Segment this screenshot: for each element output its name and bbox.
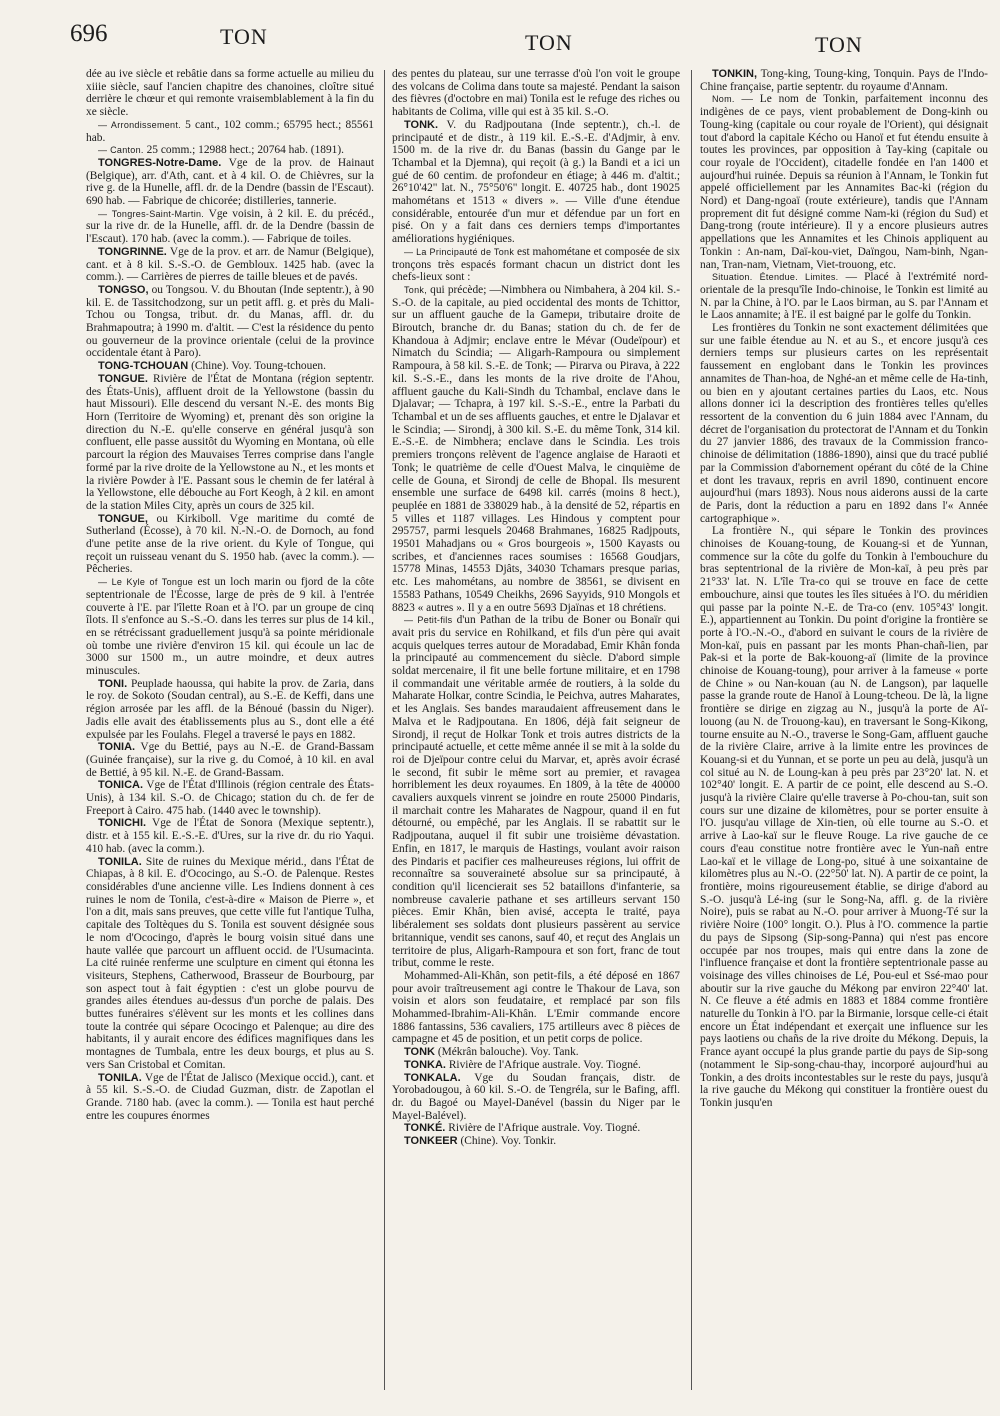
entry-term: TONGUE, — [98, 512, 148, 525]
entry-term: Situation. Étendue. Limites. — [712, 272, 839, 283]
dictionary-entry — [86, 513, 374, 577]
dictionary-entry — [86, 373, 374, 513]
entry-term: TONILA. — [98, 1071, 142, 1084]
dictionary-entry — [86, 1072, 374, 1123]
entry-paragraph — [392, 246, 680, 284]
entry-body: (Chine). Voy. Toung-tchouen. — [191, 360, 326, 373]
dictionary-entry — [86, 779, 374, 817]
entry-paragraph — [700, 93, 988, 271]
entry-body: Rivière de l'État de Montana (région septentr. des États-Unis), affluent droit de la Yellowstone (bassin du haut Missouri). Elle descend du versant N.-E. des monts Big Horn (Territoire de Wyoming) et, prenant dès son origine la direction du N.-E. qu'elle conserve en général jusqu'à son confluent, elle passe aussitôt du Wyoming en Montana, où elle parcourt la région des Mauvaises Terres comprise dans l'angle formé par la rive droite de la Yellowstone au N., et les monts et la rivière Powder à l'E. Passant sous le chemin de fer latéral à la Yellowstone, elle débouche au Fort Keogh, à 2 kil. en amont de la station Miles City, après un cours de 325 kil. — [86, 372, 374, 512]
entry-body: Vge voisin, à 2 kil. E. du précéd., sur la rive dr. de la Hunelle, affl. dr. de la Dendre (bassin de l'Escaut). 170 hab. (avec la comm.). — Fabrique de toiles. — [86, 207, 374, 246]
entry-term: TONGRES-Notre-Dame. — [98, 156, 222, 169]
dictionary-entry — [86, 817, 374, 855]
dictionary-entry — [392, 1046, 680, 1059]
entry-body: (Mékrân balouche). Voy. Tank. — [437, 1046, 579, 1059]
entry-term: TONK — [404, 1046, 435, 1059]
running-head-right: TON — [815, 32, 863, 57]
entry-body: Rivière de l'Afrique australe. Voy. Tiogné. — [448, 1058, 641, 1071]
entry-body: 25 comm.; 12988 hect.; 20764 hab. (1891). — [146, 144, 344, 157]
dictionary-entry — [86, 856, 374, 1072]
entry-term: TONKEER — [404, 1135, 458, 1148]
entry-term: TONKA. — [404, 1058, 446, 1071]
entry-term: Nom. — [712, 94, 735, 105]
entry-term: TONKIN, — [712, 68, 758, 80]
entry-body: Vge de l'État d'Illinois (région centrale des États-Unis), à 134 kil. S.-O. de Chicago; station du ch. de fer de Freeport à Cairo. 475 hab. (1440 avec le township). — [86, 779, 374, 817]
entry-body: dée au ive siècle et rebâtie dans sa forme actuelle au milieu du xiiie siècle, sauf l'ancien chapitre des chanoines, cloître situé derrière le chœur et qui remonte vraisemblablement à la fin du xe siècle. — [86, 68, 374, 119]
entry-term: — Tongres-Saint-Martin. — [98, 208, 205, 219]
entry-body: V. du Radjpoutana (Inde septentr.), ch.-l. de principauté et de distr., à 119 kil. E.-S.-E. d'Adjmir, à env. 1500 m. de la rive dr. du Banas (bassin du Gange par le Tchambal et la Djemna), qui reçoit (à g.) la Bandi et a ici un gué de 60 centim. de profondeur en étiage; à 446 m. d'altit.; 26°10'42" lat. N., 75°50'6" longit. E. 40725 hab., dont 19025 mahométans et 1513 « divers ». — Ville d'une étendue considérable, entourée d'un mur et défendue par un fort en pisé. On y a fait dans ces derniers temps d'importantes améliorations hygiéniques. — [392, 118, 680, 246]
entry-body: — Placé à l'extrémité nord-orientale de la presqu'île Indo-chinoise, le Tonkin est limité au N. par la Chine, à l'O. par le Laos birman, au S. par l'Annam et le Laos annamite; à l'E. il est baigné par le golfe du Tonkin. — [700, 271, 988, 322]
dictionary-entry — [700, 68, 988, 93]
column-2 — [392, 68, 680, 1398]
entry-paragraph — [392, 970, 680, 1046]
entry-body: Vge de l'État de Jalisco (Mexique occid.), cant. et à 55 kil. S.-S.-O. de Ciudad Guzman, distr. de Zapotlan el Grande. 7180 hab. (avec la comm.). — Tonila est haut perché entre les coupures énormes — [86, 1071, 374, 1122]
text-columns — [86, 68, 988, 1398]
entry-body: Tong-king, Toung-king, Tonquin. Pays de l'Indo-Chine française, partie septentr. du royaume d'Annam. — [700, 68, 988, 93]
entry-body: est un loch marin ou fjord de la côte septentrionale de l'Écosse, large de près de 9 kil. à l'entrée couverte à l'E. par l'îlette Roan et à l'O. par un groupe de cinq îlots. Il s'enfonce au S.-S.-O. dans les terres sur plus de 14 kil., en se rétrécissant graduellement jusqu'à sa pointe méridionale où tombe une rivière d'environ 15 kil. qui écoule un lac de 3000 sur 1500 m., un autre moindre, et deux autres minuscules. — [86, 576, 374, 678]
entry-body: ou Kirkiboll. Vge maritime du comté de Sutherland (Écosse), à 70 kil. N.-N.-O. de Dornoch, au fond d'une petite anse de la rive orient. du Kyle of Tongue, qui reçoit un ruisseau venant du S. 1950 hab. (avec la comm.). — Pêcheries. — [86, 512, 374, 576]
entry-term: — Arrondissement. — [98, 119, 181, 130]
dictionary-entry — [86, 678, 374, 742]
entry-paragraph — [86, 119, 374, 144]
entry-paragraph — [86, 68, 374, 119]
entry-body: Rivière de l'Afrique australe. Voy. Tiogné. — [448, 1122, 641, 1135]
entry-body: Vge de l'État de Sonora (Mexique septentr.), distr. et à 155 kil. E.-S.-E. d'Ures, sur la rive dr. du rio Yaqui. 410 hab. (avec la comm.). — [86, 817, 374, 855]
entry-body: — Le nom de Tonkin, parfaitement inconnu des indigènes de ce pays, vient probablement de Dong-kinh ou Toung-king (capitale ou cour royale de l'Orient), qui désignait tout d'abord la capitale Kécho ou Hanoï et fut étendu ensuite à toutes les provinces, par opposition à Tay-king (capitale ou cour royale de l'Occident), citadelle fondée en l'an 1400 et aujourd'hui ruinée. Depuis sa réunion à l'Annam, le Tonkin fut appelé officiellement par les Annamites Bac-ki (région du Nord) et Dang-ngoaï (route extérieure), tandis que l'Annam proprement dit fut désigné comme Nam-ki (région du Sud) et Dang-trong (route intérieure). Il y a encore plusieurs autres appellations que les Annamites et les Chinois appliquent au Tonkin : An-nam, Daï-kou-viet, Daïngou, Nam-binh, Ngan-nan, Tran-nam, Vietnam, Viet-trouong, etc. — [700, 93, 988, 271]
entry-term: TONK. — [404, 118, 439, 131]
entry-paragraph — [392, 614, 680, 970]
dictionary-entry — [392, 1072, 680, 1123]
entry-term: TONKALA. — [404, 1071, 461, 1084]
entry-body: Vge du Soudan français, distr. de Yorobadougou, à 60 kil. S.-O. de Tengréla, sur le Bafing, affl. dr. du Bagoé ou Mayel-Danével (bassin du Niger par le Mayel-Balével). — [392, 1071, 680, 1122]
entry-term: TONKÉ. — [404, 1122, 446, 1135]
column-3 — [700, 68, 988, 1398]
entry-term: Tonk, — [404, 284, 428, 295]
entry-paragraph — [700, 271, 988, 322]
entry-body: qui précède; —Nimbhera ou Nimbahera, à 204 kil. S.-S.-O. de la capitale, au pied occidental des monts de Tchittor, sur un affluent gauche de la Gamери, tributaire droite de Biroutch, branche dr. du Banas; station du ch. de fer de Khandoua à Adjmir; enclave entre le Mévar (Oudeïpour) et Nimatch du Scindia; — Aligarh-Rampoura ou simplement Rampoura, à 58 kil. S.-E. de Tonk; — Pirarva ou Pirava, à 222 kil. S.-S.-E., dans les monts de la rive droite de l'Ahou, affluent gauche du Kali-Sindh du Tchambal, enclave dans le Djalavar; — Tchapra, à 197 kil. S.-S.-E., entre la Parbati du Tchambal et un de ses affluents gauches, et entre le Djalavar et le Scindia; — Sirondj, à 300 kil. S.-E. du même Tonk, 314 kil. E.-S.-E. de Nimbhera; enclave dans le Scindia. Les trois premiers tronçons relèvent de l'agence anglaise de Haraoti et Tonk; le quatrième de celle d'Ouest Malva, le cinquième de celle de Gouna, et Sirondj de celle de Bhopal. Ils mesurent ensemble une surface de 6498 kil. carrés (moins 8 hect.), peuplée en 1881 de 338029 hab., à la densité de 52, répartis en 5 villes et 1187 villages. Les Hindous y comptent pour 295757, parmi lesquels 20468 Brahmanes, 16825 Radjpouts, 19501 Mahadjans ou « Gros bourgeois », 1500 Kayasts ou scribes, et d'anciennes races soumises : 16568 Goudjars, 15778 Minas, 14553 Djâts, 34030 Tchamars presque parias, etc. Les mahométans, au nombre de 38561, se divisent en 15583 Pathans, 10549 Cheikhs, 2696 Sayyids, 910 Mongols et 8823 « autres ». Il y a en outre 5693 Djaïnas et 18 chrétiens. — [392, 283, 680, 614]
dictionary-entry — [86, 284, 374, 360]
dictionary-entry — [86, 157, 374, 208]
entry-body: La frontière N., qui sépare le Tonkin des provinces chinoises de Kouang-toung, de Kouang-si et de Yunnan, commence sur la côte du golfe du Tonkin à l'embouchure du bras septentrional de la rivière de Mon-kaï, à peu près par 21°33' lat. N. L'île Tra-co qui se trouve en face de cette embouchure, ainsi que toutes les îles situées à l'O. du méridien qui passe par la pointe N.-E. de Tra-co (env. 105°43' longit. E.), appartiennent au Tonkin. Du point d'origine la frontière se porte à l'O.-N.-O., d'abord en suivant le cours de la rivière de Mon-kaï, puis en passant par les monts Phan-chañ-lien, par Pak-si et la porte de Bak-kouong-aï (limite de la province chinoise de Kouang-toung), pour arriver à la fameuse « porte de Chine » ou Nan-kouan (au N. de Langson), par laquelle passe la grande route de Hanoï à Loung-tcheou. De là, la ligne frontière se dirige en zigzag au N., jusqu'à la porte de Aï-louong (au N. de Trouong-kau), en traversant le Song-Kikong, tourne ensuite au N.-O., traverse le Song-Gam, affluent gauche de la rivière Claire, arrive à la limite entre les provinces de Kouang-si et du Yunnan, et se porte un peu au delà, jusqu'à un col situé au N. de Loung-kan à peu près par 23°20' lat. N. et 102°40' longit. E. A partir de ce point, elle descend au S.-O. jusqu'à la rivière Claire qu'elle traverse à Po-chou-tan, suit son cours sur une dizaine de kilomètres, pour se porter ensuite à l'O. jusqu'au village de Xin-tien, où elle tourne au S.-O. et arrive à Lao-kaï sur le fleuve Rouge. La rive gauche de ce cours d'eau constitue notre frontière avec le Yun-nañ entre Lao-kaï et le village de Long-po, situé à une soixantaine de kilomètres plus au N.-O. (22°50' lat. N). A partir de ce point, la frontière, moins rigoureusement établie, se dirige d'abord au S.-O. jusqu'à Lé-ing (sur le Song-Na, affl. g. de la rivière Noire), puis se rabat au N.-O. pour arriver à Muong-Té sur la rivière Noire (100° longit. O.). Plus à l'O. commence la partie du pays de Sipsong (Sip-song-Panna) qui n'est pas encore occupée par nos troupes, mais qui entre dans la zone de l'influence française et dont la frontière septentrionale passe au voisinage des villes chinoises de Lé, Pou-eul et Ssé-mao pour aboutir sur la rive gauche du Mékong par environ 22°40' lat. N. Ce fleuve a été admis en 1883 et 1884 comme frontière naturelle du Tonkin à l'O. par la Birmanie, lorsque celle-ci était encore un État indépendant et exerçait une influence sur les pays laotiens ou chañs de la rive droite du Mékong. Depuis, la France ayant occupé la plus grande partie du pays de Sip-song (notamment le Sip-song-chau-thay, incorporé aujourd'hui au Tonkin, a des droits incontestables sur le reste du pays, jusqu'à la rive gauche du Mékong qui constituer la frontière ouest du Tonkin jusqu'en — [700, 525, 988, 1109]
entry-term: — Canton. — [98, 145, 144, 156]
column-1 — [86, 68, 374, 1398]
entry-paragraph — [86, 144, 374, 157]
entry-term: TONG-TCHOUAN — [98, 360, 189, 373]
running-head-left: TON — [220, 24, 268, 49]
entry-body: Vge de la prov. de Hainaut (Belgique), arr. d'Ath, cant. et à 4 kil. O. de Chièvres, sur la rive g. de la Hunelle, affl. dr. de la Dendre (bassin de l'Escaut). 690 hab. — Fabrique de chicorée; distilleries, tannerie. — [86, 156, 374, 208]
entry-paragraph — [86, 576, 374, 678]
entry-body: Vge du Bettié, pays au N.-E. de Grand-Bassam (Guinée française), sur la rive g. du Comoé, à 10 kil. en aval de Bettié, à 95 kil. N.-E. de Grand-Bassam. — [86, 741, 374, 779]
entry-paragraph — [700, 322, 988, 525]
entry-body: Mohammed-Ali-Khân, son petit-fils, a été déposé en 1867 pour avoir traîtreusement agi contre le Thakour de Lava, son voisin et alors son feudataire, et remplacé par son fils Mohammed-Ibrahim-Ali-Khân. L'Emir commande encore 1886 fantassins, 536 cavaliers, 175 artilleurs avec 8 pièces de campagne et 45 de position, et un petit corps de police. — [392, 969, 680, 1046]
entry-term: TONI. — [98, 677, 128, 690]
entry-term: TONIA. — [98, 741, 136, 754]
entry-term: TONILA. — [98, 855, 142, 868]
entry-body: est mahométane et composée de six tronçons très espacés formant chacun un district dont les chefs-lieux sont : — [392, 245, 680, 284]
entry-body: Vge de la prov. et arr. de Namur (Belgique), cant. et à 8 kil. S.-S.-O. de Gembloux. 1425 hab. (avec la comm.). — Carrières de pierres de taille bleues et de pavés. — [86, 245, 374, 284]
entry-body: des pentes du plateau, sur une terrasse d'où l'on voit le groupe des volcans de Colima dans toute sa majesté. Pendant la saison des fièvres (d'octobre en mai) Tonila est le refuge des riches ou habitants de Colima, ville qui est à 35 kil. S.-O. — [392, 68, 680, 119]
dictionary-entry — [392, 1135, 680, 1148]
entry-term: TONICA. — [98, 779, 144, 792]
entry-body: Peuplade haoussa, qui habite la prov. de Zaria, dans le roy. de Sokoto (Soudan central), au S.-E. de Keffi, dans une région arrosée par les affl. de la Bénoué (bassin du Niger). Jadis elle avait des établissements plus au S., dont elle a été expulsée par les Foulahs. Flegel a traversé le pays en 1882. — [86, 677, 374, 741]
entry-paragraph — [392, 68, 680, 119]
entry-body: Les frontières du Tonkin ne sont exactement délimitées que sur une faible étendue au N. et au S., et encore jusqu'à ces derniers temps sur plusieurs cartes on les représentait faussement en englobant dans le Tonkin les provinces annamites de Than-hoa, de Nghé-an et même celle de Ha-tinh, ou bien en y ajoutant certaines parties du Laos, etc. Nous allons donner ici la description des frontières telles qu'elles ressortent de la convention du 6 juin 1884 avec l'Annam, du décret de l'organisation du protectorat de l'Annam et du Tonkin du 27 janvier 1886, des travaux de la Commission franco-chinoise de délimitation (1886-1890), ainsi que du tracé publié par la Commission d'abornement opérant du côté de la Chine et dont les travaux, repris en avril 1890, continuent encore aujourd'hui (mars 1893). Nous nous aiderons aussi de la carte de Paris, dont la réduction a paru en 1892 dans l'« Année cartographique ». — [700, 322, 988, 525]
entry-term: — Petit-fils — [404, 615, 453, 626]
entry-term: TONGUE. — [98, 372, 148, 385]
entry-paragraph — [700, 525, 988, 1109]
dictionary-entry — [86, 246, 374, 284]
entry-term: — Le Kyle of Tongue — [98, 577, 194, 588]
entry-term: TONGRINNE. — [98, 245, 167, 258]
dictionary-entry — [392, 119, 680, 246]
page-header — [70, 14, 950, 57]
dictionary-entry — [392, 1122, 680, 1135]
entry-body: 5 cant., 102 comm.; 65795 hect.; 85561 hab. — [86, 118, 374, 144]
entry-body: Site de ruines du Mexique mérid., dans l'État de Chiapas, à 8 kil. E. d'Ococingo, au S.-O. de Palenque. Restes considérables d'une ancienne ville. Les Indiens donnent à ces ruines le nom de Tonila, c'est-à-dire « Maison de Pierre », et l'on a dit, mais sans preuves, que cette ville fut l'antique Tulha, capitale des Toltèques du S. Tonila est souvent désignée sous le nom d'Ococingo, d'après le bourg voisin situé dans une haute vallée que parcourt un affluent occid. de l'Usumacinta. La cité ruinée renferme une sculpture en ciment qui étonna les visiteurs, Stephens, Catherwood, Brasseur de Bourbourg, par son aspect tout à fait égyptien : c'est un globe pourvu de grandes ailes étendues au-dessus d'un porche de palais. Des buttes funéraires s'élèvent sur les monts et les collines dans toute la contrée qui sépare Ococingo et Palenque; au dire des habitants, il y aurait encore des édifices magnifiques dans les montagnes de Tumbala, entre les deux bourgs, et plus au S. vers San Cristobal et Comitan. — [86, 855, 374, 1071]
entry-body: d'un Pathan de la tribu de Boner ou Bonaïr qui avait pris du service en Rohilkand, et fils d'un père qui avait acquis quelques terres autour de Moradabad, Emir Khân fonda la principauté au commencement du siècle. D'abord simple soldat mercenaire, il fit une belle fortune militaire, et en 1798 il commandait une véritable armée de routiers, à la solde du Maharate Holkar, contre Scindia, le Peichva, autres Maharates, et les Anglais. Ses bandes maraudaient affreusement dans le Malva et le Radjpoutana. En 1806, déjà fait seigneur de Sirondj, il reçut de Holkar Tonk et trois autres districts de la principauté actuelle, et cette même année il se mit à la solde du roi de Djeïpour contre celui du Marvar, et, après avoir écrasé le second, fit subir le même sort au premier, et ravagea horriblement les deux royaumes. En 1809, à la tête de 40000 cavaliers auxquels vinrent se joindre en route 25000 Pindaris, il marchait contre les Maharates de Nagpour, quand il en fut détourné, ou empêché, par les Anglais. Il se rabattit sur le Radjpoutana, auquel il fit subir une troisième dévastation. Enfin, en 1817, le marquis de Hastings, voulant avoir raison des Pindaris et pacifier ces malheureuses régions, lui offrit de reconnaître sa souveraineté absolue sur sa principauté, à condition qu'il licencierait ses 52 bataillons d'infanterie, sa nombreuse cavalerie pathane et ses artilleurs servant 150 pièces. Emir Khân, bien avisé, accepta le traité, paya libéralement ses soldats dont plusieurs passèrent au service britannique, vendit ses canons, sauf 40, et reçut des Anglais un territoire de plus, Aligarh-Rampoura et son fort, franc de tout tribut, comme le reste. — [392, 614, 680, 970]
entry-term: TONGSO, — [98, 283, 149, 296]
running-head-center: TON — [525, 30, 573, 55]
page-number: 696 — [70, 20, 108, 47]
entry-paragraph — [392, 284, 680, 614]
dictionary-entry — [86, 741, 374, 779]
entry-body: (Chine). Voy. Tonkir. — [460, 1135, 557, 1148]
dictionary-entry — [86, 360, 374, 373]
entry-paragraph — [86, 208, 374, 246]
entry-term: — La Principauté de Tonk — [404, 246, 515, 257]
entry-term: TONICHI. — [98, 817, 147, 830]
entry-body: ou Tongsou. V. du Bhoutan (Inde septentr.), à 90 kil. E. de Tassitchodzong, sur un petit affl. g. et près du Mali-Tchou ou Tongsa, tribut. dr. du Manas, affl. dr. du Brahmapoutra; à 1990 m. d'altit. — C'est la résidence du pento ou gouverneur de la province orientale (celui de la province occidentale étant à Paro). — [86, 283, 374, 360]
dictionary-entry — [392, 1059, 680, 1072]
